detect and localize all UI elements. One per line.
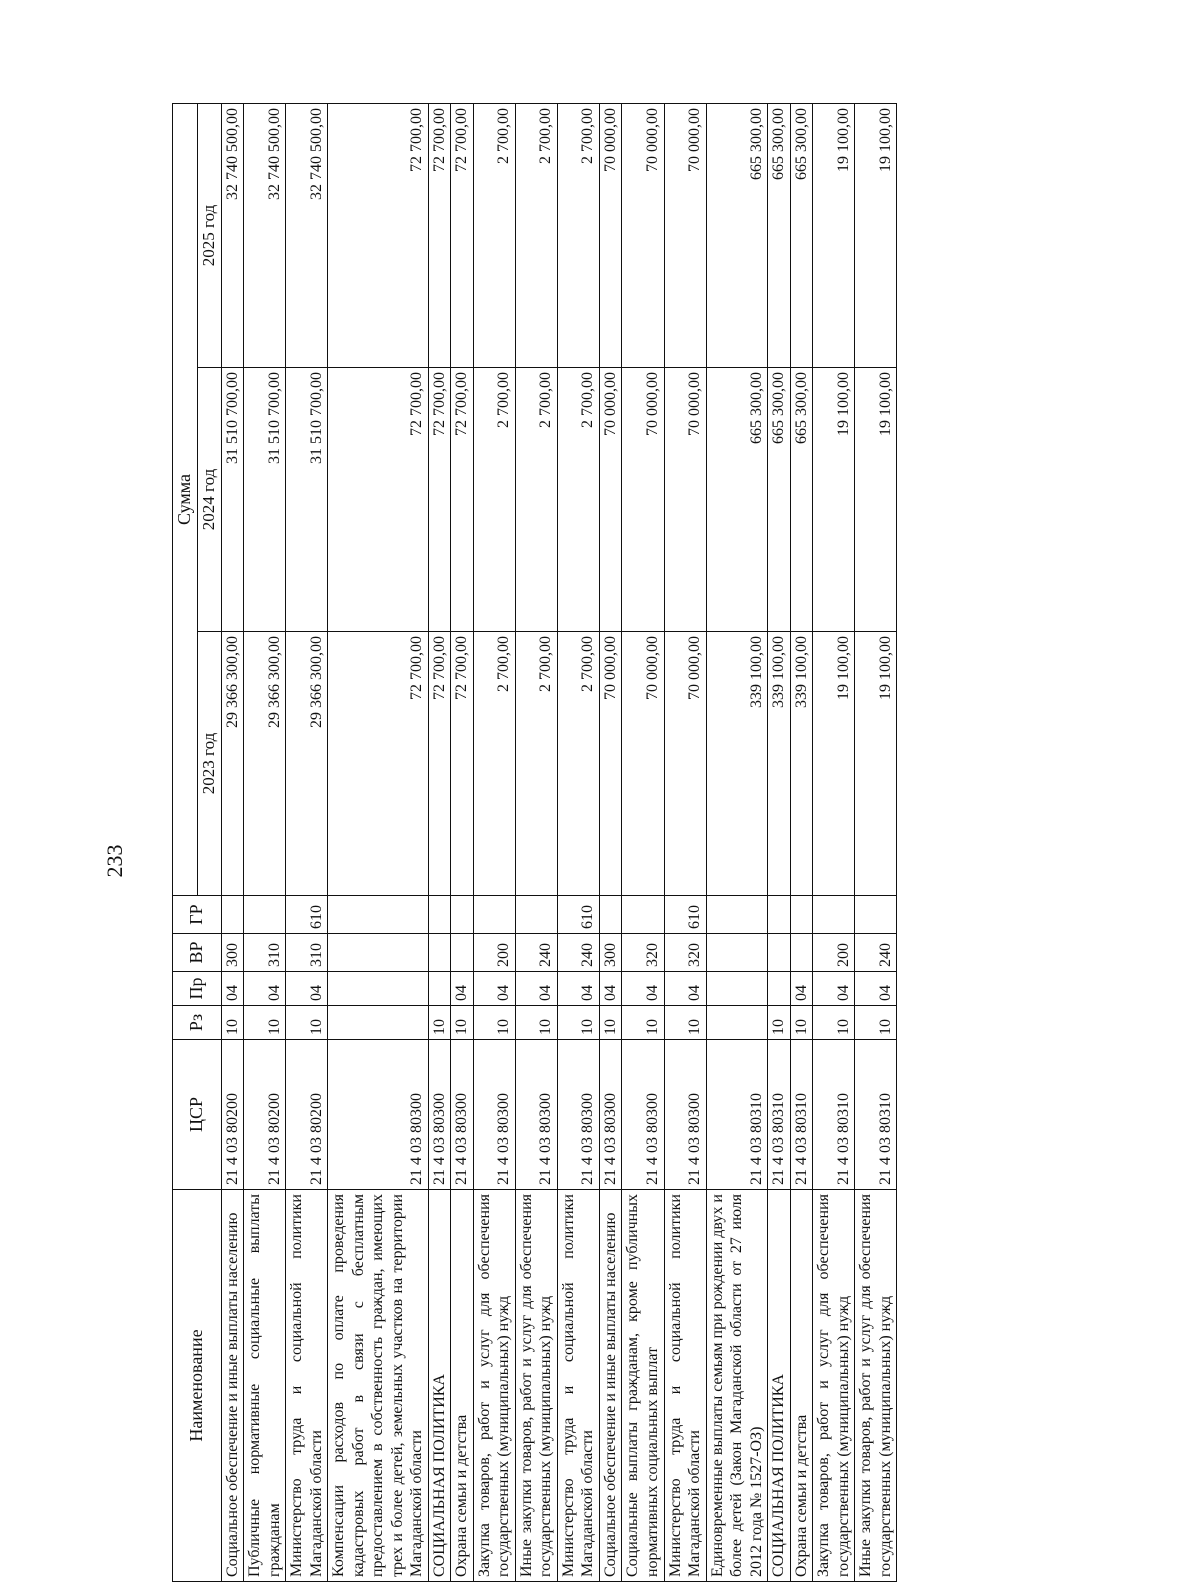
row-vr	[328, 934, 429, 972]
row-name: Социальные выплаты гражданам, кроме публичных нормативных социальных выплат	[622, 1190, 664, 1582]
row-rz: 10	[622, 1006, 664, 1040]
row-pr: 04	[286, 972, 328, 1006]
row-sum-2025: 32 740 500,00	[244, 103, 286, 367]
table-row	[328, 103, 429, 1581]
row-gr	[813, 896, 855, 934]
row-vr: 310	[244, 934, 286, 972]
row-rz: 10	[664, 1006, 706, 1040]
row-rz	[706, 1006, 768, 1040]
row-rz	[328, 1006, 429, 1040]
row-sum-2025: 19 100,00	[855, 103, 897, 367]
row-vr: 320	[664, 934, 706, 972]
row-csr: 21 4 03 80300	[428, 1040, 451, 1190]
table-row	[515, 103, 557, 1581]
row-pr: 04	[244, 972, 286, 1006]
row-csr: 21 4 03 80200	[286, 1040, 328, 1190]
row-name: Публичные нормативные социальные выплаты гражданам	[244, 1190, 286, 1582]
row-pr: 04	[473, 972, 515, 1006]
row-sum-2024: 31 510 700,00	[286, 368, 328, 632]
row-name: Закупка товаров, работ и услуг для обеспечения государственных (муниципальных) нужд	[473, 1190, 515, 1582]
row-pr: 04	[813, 972, 855, 1006]
row-name: СОЦИАЛЬНАЯ ПОЛИТИКА	[428, 1190, 451, 1582]
row-sum-2024: 2 700,00	[515, 368, 557, 632]
row-sum-2025: 32 740 500,00	[221, 103, 244, 367]
row-sum-2024: 70 000,00	[622, 368, 664, 632]
row-gr	[622, 896, 664, 934]
row-rz: 10	[221, 1006, 244, 1040]
row-gr	[221, 896, 244, 934]
row-rz: 10	[515, 1006, 557, 1040]
row-sum-2025: 2 700,00	[557, 103, 599, 367]
table-row	[790, 103, 813, 1581]
row-gr	[244, 896, 286, 934]
row-vr: 200	[813, 934, 855, 972]
row-sum-2024: 2 700,00	[473, 368, 515, 632]
row-sum-2025: 665 300,00	[768, 103, 791, 367]
row-csr: 21 4 03 80300	[622, 1040, 664, 1190]
row-rz: 10	[768, 1006, 791, 1040]
header-name: Наименование	[173, 1190, 222, 1582]
row-sum-2024: 665 300,00	[706, 368, 768, 632]
table-row	[622, 103, 664, 1581]
table-row	[428, 103, 451, 1581]
row-gr	[599, 896, 622, 934]
row-pr: 04	[221, 972, 244, 1006]
header-sum: Сумма	[173, 103, 198, 895]
row-sum-2023: 2 700,00	[557, 632, 599, 896]
table-row	[557, 103, 599, 1581]
row-csr: 21 4 03 80300	[473, 1040, 515, 1190]
row-vr: 240	[515, 934, 557, 972]
row-sum-2024: 2 700,00	[557, 368, 599, 632]
row-sum-2025: 665 300,00	[790, 103, 813, 367]
row-vr: 300	[599, 934, 622, 972]
row-gr	[515, 896, 557, 934]
row-csr: 21 4 03 80300	[328, 1040, 429, 1190]
header-vr: ВР	[173, 934, 222, 972]
row-sum-2025: 72 700,00	[328, 103, 429, 367]
row-sum-2025: 70 000,00	[622, 103, 664, 367]
header-2025: 2025 год	[197, 103, 221, 367]
rotated-page	[172, 104, 897, 1582]
row-name: Социальное обеспечение и иные выплаты населению	[221, 1190, 244, 1582]
budget-table	[172, 103, 897, 1582]
row-vr: 300	[221, 934, 244, 972]
header-2023: 2023 год	[197, 632, 221, 896]
row-pr	[706, 972, 768, 1006]
row-sum-2025: 2 700,00	[473, 103, 515, 367]
row-sum-2025: 2 700,00	[515, 103, 557, 367]
row-gr	[790, 896, 813, 934]
row-sum-2024: 19 100,00	[855, 368, 897, 632]
row-gr	[473, 896, 515, 934]
row-sum-2023: 70 000,00	[622, 632, 664, 896]
row-gr	[451, 896, 474, 934]
row-pr	[328, 972, 429, 1006]
table-row	[855, 103, 897, 1581]
row-sum-2025: 665 300,00	[706, 103, 768, 367]
table-row	[286, 103, 328, 1581]
row-rz: 10	[428, 1006, 451, 1040]
row-sum-2023: 2 700,00	[515, 632, 557, 896]
header-rz: Рз	[173, 1006, 222, 1040]
row-vr	[428, 934, 451, 972]
header-gr: ГР	[173, 896, 222, 934]
row-vr	[706, 934, 768, 972]
row-vr: 240	[557, 934, 599, 972]
row-pr: 04	[855, 972, 897, 1006]
row-vr	[451, 934, 474, 972]
row-gr: 610	[286, 896, 328, 934]
row-sum-2024: 31 510 700,00	[221, 368, 244, 632]
row-sum-2024: 72 700,00	[328, 368, 429, 632]
row-sum-2023: 29 366 300,00	[286, 632, 328, 896]
row-pr: 04	[599, 972, 622, 1006]
row-gr	[428, 896, 451, 934]
row-rz: 10	[244, 1006, 286, 1040]
table-row	[244, 103, 286, 1581]
row-vr	[790, 934, 813, 972]
row-sum-2023: 72 700,00	[451, 632, 474, 896]
row-csr: 21 4 03 80310	[706, 1040, 768, 1190]
row-pr: 04	[451, 972, 474, 1006]
row-sum-2025: 19 100,00	[813, 103, 855, 367]
row-sum-2023: 29 366 300,00	[244, 632, 286, 896]
table-row	[473, 103, 515, 1581]
row-name: Министерство труда и социальной политики Магаданской области	[664, 1190, 706, 1582]
row-gr	[855, 896, 897, 934]
table-row	[221, 103, 244, 1581]
row-sum-2025: 70 000,00	[664, 103, 706, 367]
row-pr: 04	[790, 972, 813, 1006]
table-row	[451, 103, 474, 1581]
row-sum-2024: 70 000,00	[664, 368, 706, 632]
table-row	[664, 103, 706, 1581]
row-name: Закупка товаров, работ и услуг для обеспечения государственных (муниципальных) нужд	[813, 1190, 855, 1582]
row-pr: 04	[664, 972, 706, 1006]
row-sum-2023: 29 366 300,00	[221, 632, 244, 896]
row-name: Охрана семьи и детства	[790, 1190, 813, 1582]
row-gr: 610	[557, 896, 599, 934]
row-sum-2023: 2 700,00	[473, 632, 515, 896]
row-name: Единовременные выплаты семьям при рождении двух и более детей (Закон Магаданской области от 27 июля 2012 года № 1527-ОЗ)	[706, 1190, 768, 1582]
row-sum-2023: 72 700,00	[428, 632, 451, 896]
table-row	[813, 103, 855, 1581]
row-rz: 10	[599, 1006, 622, 1040]
row-pr: 04	[515, 972, 557, 1006]
row-rz: 10	[790, 1006, 813, 1040]
row-rz: 10	[473, 1006, 515, 1040]
row-name: Министерство труда и социальной политики Магаданской области	[557, 1190, 599, 1582]
row-pr: 04	[557, 972, 599, 1006]
row-sum-2024: 665 300,00	[790, 368, 813, 632]
row-vr: 320	[622, 934, 664, 972]
row-rz: 10	[451, 1006, 474, 1040]
row-name: Охрана семьи и детства	[451, 1190, 474, 1582]
row-sum-2024: 70 000,00	[599, 368, 622, 632]
row-vr: 240	[855, 934, 897, 972]
row-name: Компенсации расходов по оплате проведения кадастровых работ в связи с бесплатным предоставлением в собственность граждан, имеющих трех и более детей, земельных участков на территории Магаданской области	[328, 1190, 429, 1582]
row-csr: 21 4 03 80310	[768, 1040, 791, 1190]
row-sum-2024: 31 510 700,00	[244, 368, 286, 632]
table-row	[706, 103, 768, 1581]
row-rz: 10	[557, 1006, 599, 1040]
row-name: Социальное обеспечение и иные выплаты населению	[599, 1190, 622, 1582]
row-csr: 21 4 03 80310	[813, 1040, 855, 1190]
row-pr	[768, 972, 791, 1006]
row-gr	[706, 896, 768, 934]
row-sum-2024: 72 700,00	[428, 368, 451, 632]
row-sum-2023: 70 000,00	[664, 632, 706, 896]
row-sum-2023: 339 100,00	[768, 632, 791, 896]
row-sum-2023: 19 100,00	[855, 632, 897, 896]
row-csr: 21 4 03 80310	[790, 1040, 813, 1190]
table-row	[599, 103, 622, 1581]
row-name: Иные закупки товаров, работ и услуг для обеспечения государственных (муниципальных) нужд	[515, 1190, 557, 1582]
row-csr: 21 4 03 80300	[664, 1040, 706, 1190]
row-gr	[768, 896, 791, 934]
row-sum-2025: 72 700,00	[428, 103, 451, 367]
table-row	[768, 103, 791, 1581]
row-sum-2023: 72 700,00	[328, 632, 429, 896]
row-rz: 10	[813, 1006, 855, 1040]
row-name: Министерство труда и социальной политики Магаданской области	[286, 1190, 328, 1582]
row-vr	[768, 934, 791, 972]
row-vr: 310	[286, 934, 328, 972]
row-csr: 21 4 03 80200	[221, 1040, 244, 1190]
row-csr: 21 4 03 80310	[855, 1040, 897, 1190]
page-number: 233	[102, 844, 127, 878]
table-body	[221, 103, 897, 1581]
row-csr: 21 4 03 80300	[515, 1040, 557, 1190]
row-pr	[428, 972, 451, 1006]
row-sum-2025: 72 700,00	[451, 103, 474, 367]
row-csr: 21 4 03 80200	[244, 1040, 286, 1190]
row-csr: 21 4 03 80300	[599, 1040, 622, 1190]
row-pr: 04	[622, 972, 664, 1006]
header-csr: ЦСР	[173, 1040, 222, 1190]
row-sum-2023: 339 100,00	[706, 632, 768, 896]
header-2024: 2024 год	[197, 368, 221, 632]
row-sum-2023: 339 100,00	[790, 632, 813, 896]
row-sum-2024: 665 300,00	[768, 368, 791, 632]
row-gr	[328, 896, 429, 934]
row-vr: 200	[473, 934, 515, 972]
row-rz: 10	[286, 1006, 328, 1040]
row-csr: 21 4 03 80300	[451, 1040, 474, 1190]
row-gr: 610	[664, 896, 706, 934]
row-name: СОЦИАЛЬНАЯ ПОЛИТИКА	[768, 1190, 791, 1582]
header-pr: Пр	[173, 972, 222, 1006]
row-csr: 21 4 03 80300	[557, 1040, 599, 1190]
row-sum-2023: 19 100,00	[813, 632, 855, 896]
row-sum-2025: 32 740 500,00	[286, 103, 328, 367]
row-sum-2024: 19 100,00	[813, 368, 855, 632]
row-sum-2024: 72 700,00	[451, 368, 474, 632]
row-name: Иные закупки товаров, работ и услуг для обеспечения государственных (муниципальных) нужд	[855, 1190, 897, 1582]
row-sum-2023: 70 000,00	[599, 632, 622, 896]
row-sum-2025: 70 000,00	[599, 103, 622, 367]
row-rz: 10	[855, 1006, 897, 1040]
